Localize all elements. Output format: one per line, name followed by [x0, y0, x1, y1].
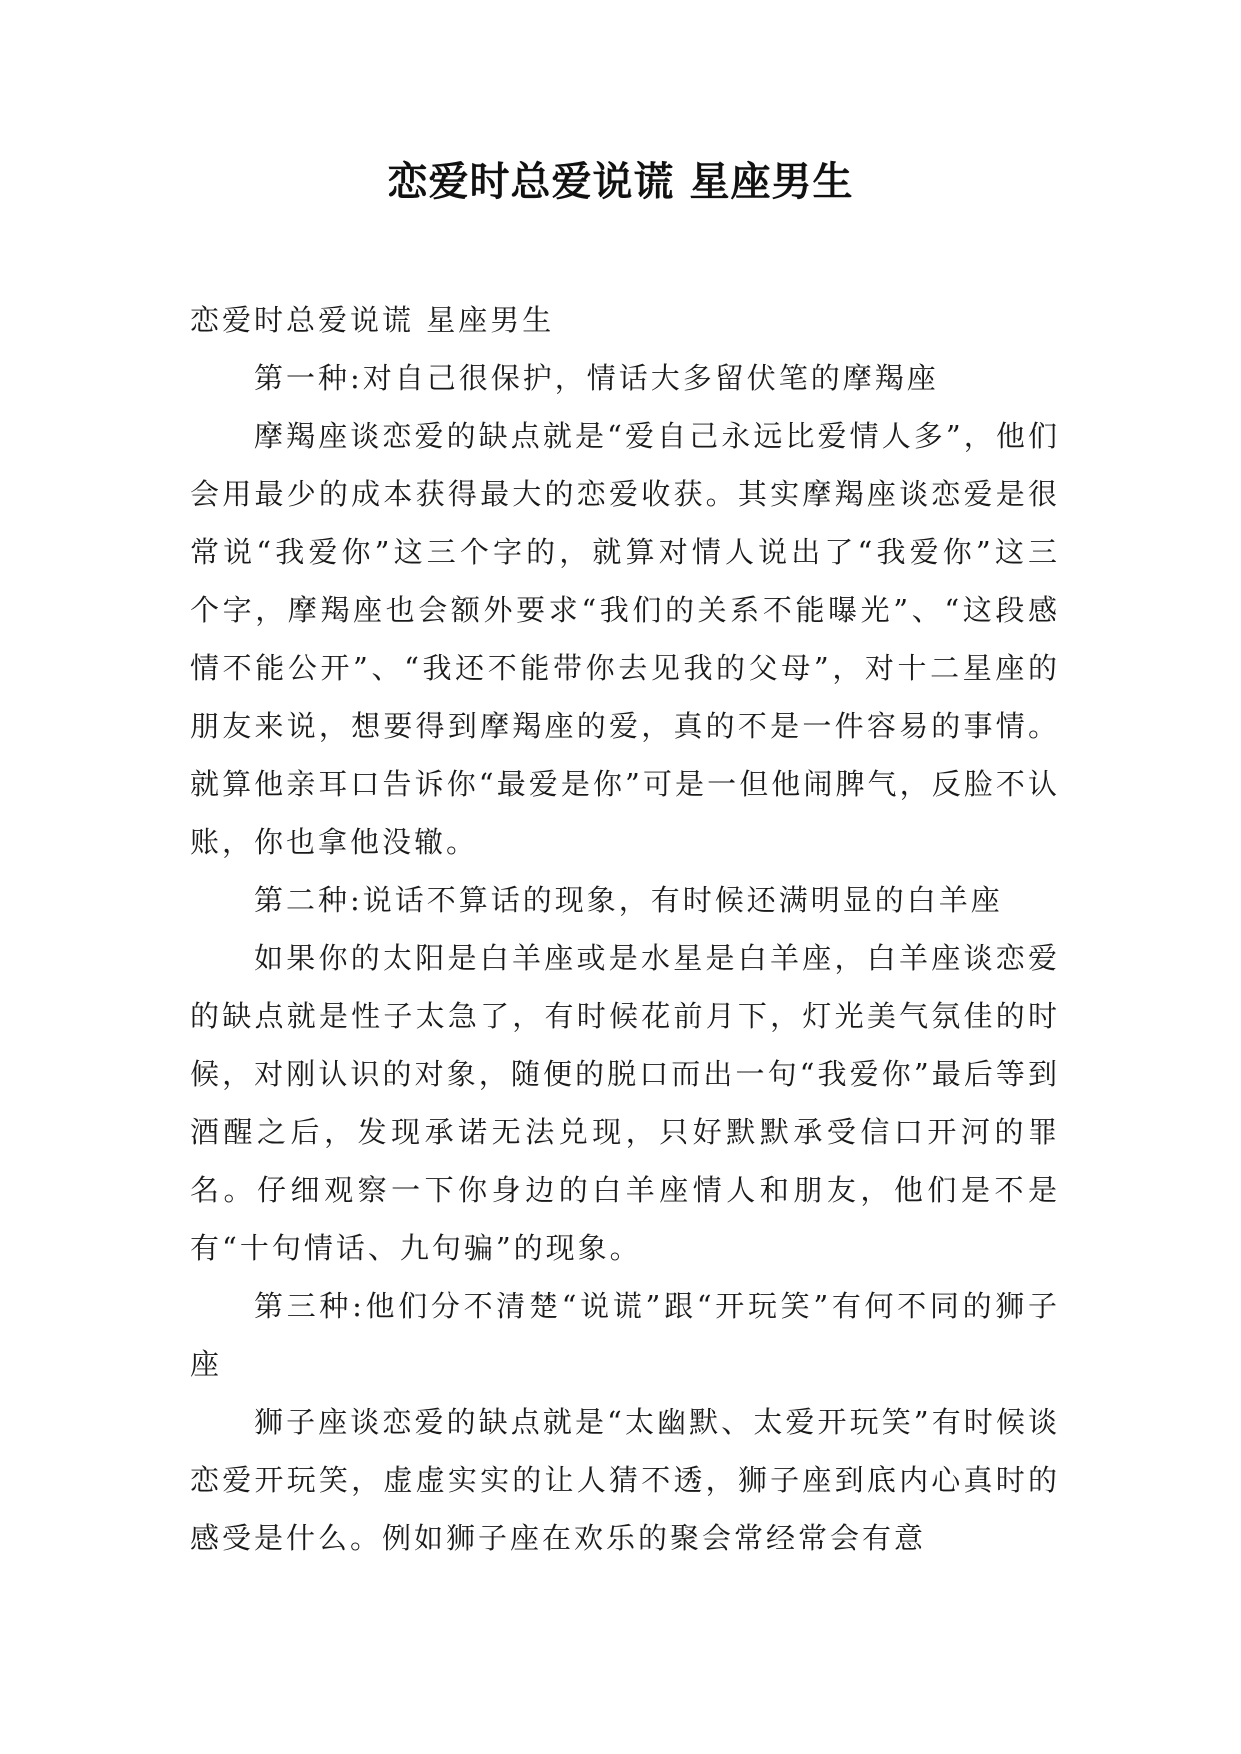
section-heading-aries: 第二种:说话不算话的现象，有时候还满明显的白羊座 — [254, 883, 1003, 917]
body-heading: 恋爱时总爱说谎 星座男生 — [190, 303, 555, 337]
section-heading-leo: 第三种:他们分不清楚“说谎”跟“开玩笑”有何不同的狮子座 — [190, 1289, 1060, 1381]
paragraph-capricorn: 摩羯座谈恋爱的缺点就是“爱自己永远比爱情人多”，他们会用最少的成本获得最大的恋爱收获。其实摩羯座谈恋爱是很常说“我爱你”这三个字的，就算对情人说出了“我爱你”这三个字，摩羯座也会额外要求“我们的关系不能曝光”、“这段感情不能公开”、“我还不能带你去见我的父母”，对十二星座的朋友来说，想要得到摩羯座的爱，真的不是一件容易的事情。就算他亲耳口告诉你“最爱是你”可是一但他闹脾气，反脸不认账，你也拿他没辙。 — [190, 419, 1060, 859]
document-title: 恋爱时总爱说谎 星座男生 — [387, 158, 854, 205]
paragraph-leo: 狮子座谈恋爱的缺点就是“太幽默、太爱开玩笑”有时候谈恋爱开玩笑，虚虚实实的让人猜不透，狮子座到底内心真时的感受是什么。例如狮子座在欢乐的聚会常经常会有意 — [190, 1405, 1060, 1555]
paragraph-aries: 如果你的太阳是白羊座或是水星是白羊座，白羊座谈恋爱的缺点就是性子太急了，有时候花前月下，灯光美气氛佳的时候，对刚认识的对象，随便的脱口而出一句“我爱你”最后等到酒醒之后，发现承诺无法兑现，只好默默承受信口开河的罪名。仔细观察一下你身边的白羊座情人和朋友，他们是不是有“十句情话、九句骗”的现象。 — [190, 941, 1060, 1265]
document-body — [190, 291, 1060, 1567]
section-heading-capricorn: 第一种:对自己很保护，情话大多留伏笔的摩羯座 — [254, 361, 939, 395]
